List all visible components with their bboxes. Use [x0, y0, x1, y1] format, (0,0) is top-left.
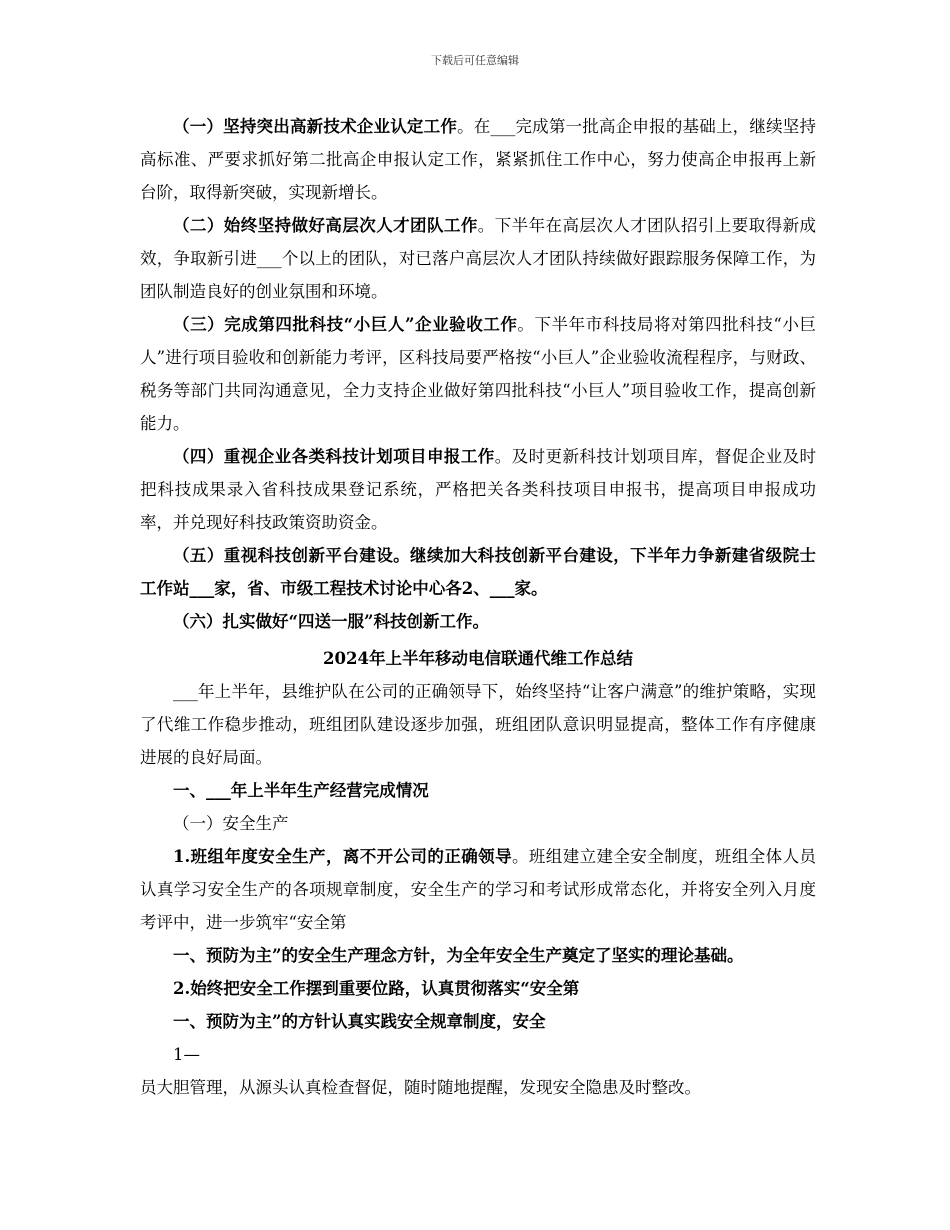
paragraph-item-5: （五）重视科技创新平台建设。继续加大科技创新平台建设，下半年力争新建省级院士工作站___家，省、市级工程技术讨论中心各2、___家。 — [140, 546, 816, 598]
item-2-body: 。下半年在高层次人才团队招引上要取得新成效，争取新引进___个以上的团队，对已落户高层次人才团队持续做好跟踪服务保障工作，为团队制造良好的创业氛围和环境。 — [140, 216, 817, 301]
paragraph-item-6: （六）扎实做好“四送一服”科技创新工作。 — [173, 612, 489, 631]
item-4-heading: （四）重视企业各类科技计划项目申报工作 — [173, 447, 495, 466]
document-title: 2024年上半年移动电信联通代维工作总结 — [323, 649, 633, 668]
document-body — [140, 110, 816, 1104]
item-3-body: 。下半年市科技局将对第四批科技“小巨人”进行项目验收和创新能力考评，区科技局要严格按“小巨人”企业验收流程程序，与财政、税务等部门共同沟通意见，全力支持企业做好第四批科技“小巨人”项目验收工作，提高创新能力。 — [140, 315, 816, 433]
page-header-note: 下载后可任意编辑 — [431, 54, 519, 67]
paragraph-safety-1-continued: 一、预防为主”的安全生产理念方针，为全年安全生产奠定了坚实的理论基础。 — [173, 946, 744, 965]
section-heading-1: 一、___年上半年生产经营完成情况 — [173, 781, 429, 800]
item-1-body: 。在___完成第一批高企申报的基础上，继续坚持高标准、严要求抓好第二批高企申报认定工作，紧紧抓住工作中心，努力使高企申报再上新台阶，取得新突破，实现新增长。 — [140, 117, 817, 202]
paragraph-item-4 — [140, 440, 816, 539]
paragraph-item-2 — [140, 209, 816, 308]
item-4-body: 。及时更新科技计划项目库，督促企业及时把科技成果录入省科技成果登记系统，严格把关各类科技项目申报书，提高项目申报成功率，并兑现好科技政策资助资金。 — [140, 447, 817, 532]
item-2-heading: （二）始终坚持做好高层次人才团队工作 — [173, 216, 478, 235]
paragraph-safety-2-continued: 一、预防为主”的方针认真实践安全规章制度，安全 — [173, 1012, 546, 1031]
safety-1-body: 。班组建立建全安全制度，班组全体人员认真学习安全生产的各项规章制度，安全生产的学习和考试形成常态化，并将安全列入月度考评中，进一步筑牢“安全第 — [140, 847, 816, 932]
page-number-mark: 1— — [173, 1045, 200, 1064]
paragraph-safety-2: 2.始终把安全工作摆到重要位路，认真贯彻落实“安全第 — [173, 979, 580, 998]
subsection-heading-safety: （一）安全生产 — [173, 814, 289, 833]
paragraph-safety-1 — [140, 840, 816, 939]
item-3-heading: （三）完成第四批科技“小巨人”企业验收工作 — [173, 315, 518, 334]
paragraph-item-3 — [140, 308, 816, 440]
paragraph-item-1 — [140, 110, 816, 209]
item-1-heading: （一）坚持突出高新技术企业认定工作 — [173, 117, 458, 136]
intro-paragraph: ___年上半年，县维护队在公司的正确领导下，始终坚持“让客户满意”的维护策略，实现了代维工作稳步推动，班组团队建设逐步加强，班组团队意识明显提高，整体工作有序健康进展的良好局面。 — [140, 682, 816, 767]
paragraph-safety-3: 员大胆管理，从源头认真检查督促，随时随地提醒，发现安全隐患及时整改。 — [140, 1078, 701, 1097]
safety-1-heading: 1.班组年度安全生产，离不开公司的正确领导 — [173, 847, 512, 866]
